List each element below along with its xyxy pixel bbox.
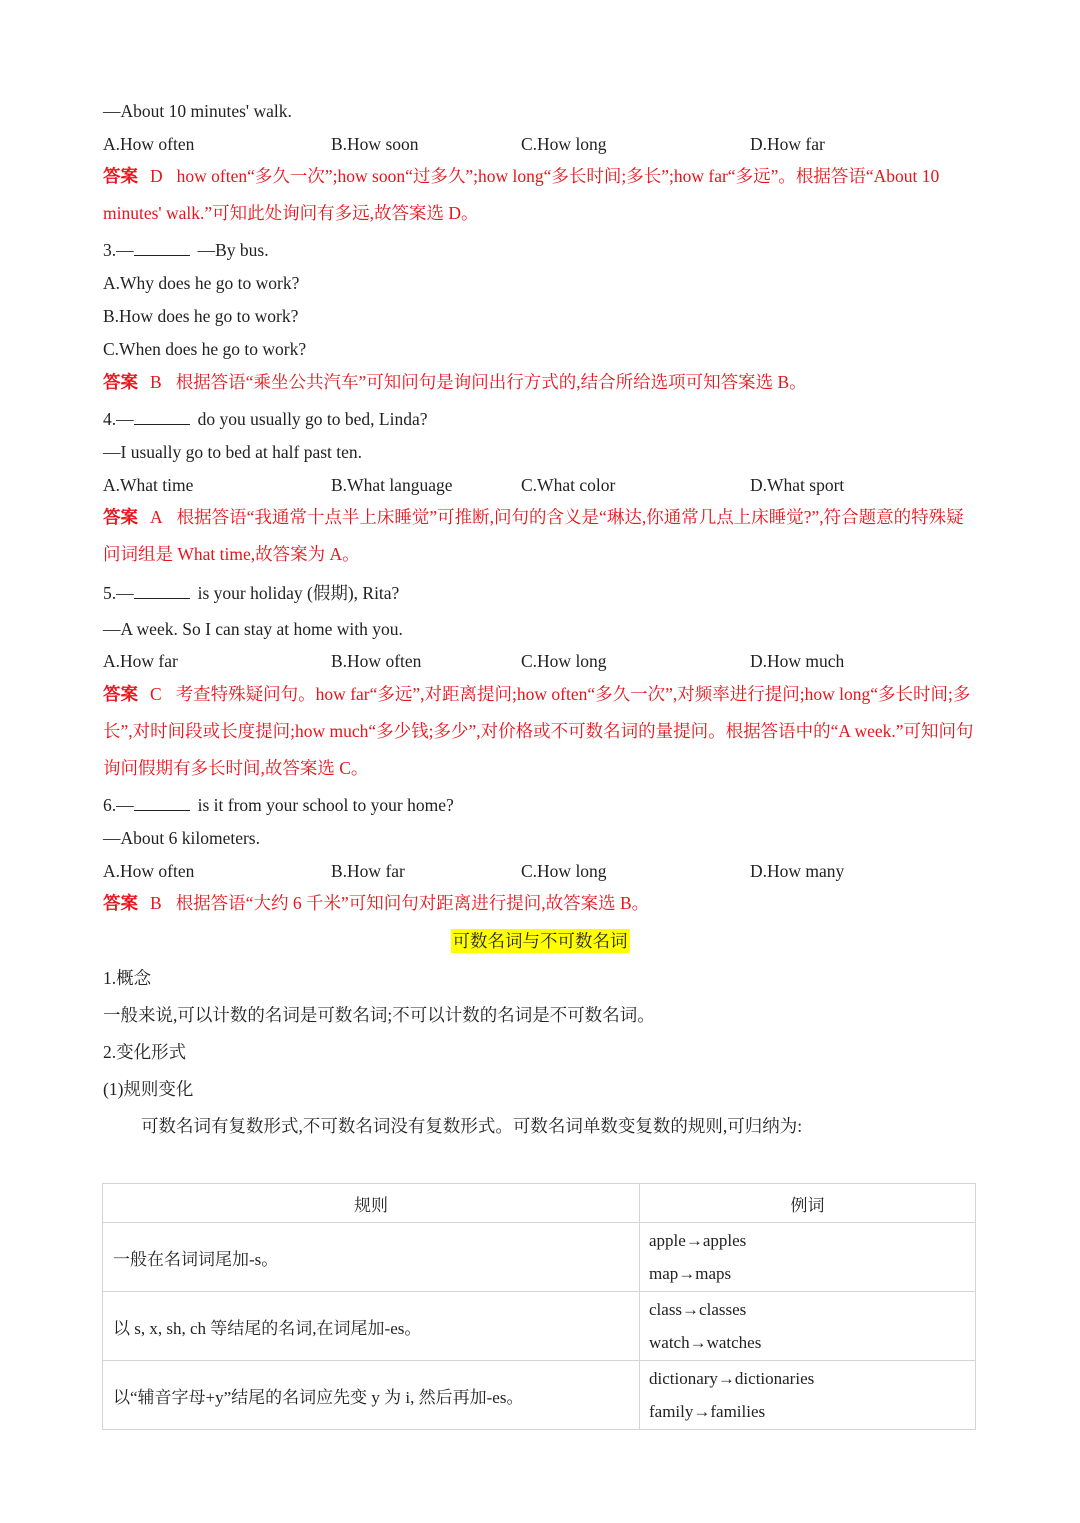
concept-text: 一般来说,可以计数的名词是可数名词;不可以计数的名词是不可数名词。 [103,1005,655,1025]
answer-explanation: 根据答语“乘坐公共汽车”可知问句是询问出行方式的,结合所给选项可知答案选 B。 [175,372,807,392]
q4-option-d: D.What sport [750,475,845,495]
q4-option-c: C.What color [521,475,616,495]
answer-blank [134,240,190,256]
answer-label: 答案 [103,507,138,527]
answer-letter: B [150,372,162,392]
q6-option-c: C.How long [521,861,607,881]
question-number: 3.— [103,240,134,260]
answer-label: 答案 [103,372,138,392]
answer-letter: D [150,166,163,186]
q6-option-a: A.How often [103,861,195,881]
q4-prompt [103,407,976,431]
examples-cell [640,1361,976,1430]
q5-answer [103,676,976,787]
q5-option-a: A.How far [103,651,178,671]
answer-letter: A [150,507,163,527]
q6-answer [103,885,976,922]
question-number: 6.— [103,795,134,815]
q5-options [103,649,976,673]
q6-options [103,859,976,883]
answer-explanation: 根据答语“大约 6 千米”可知问句对距离进行提问,故答案选 B。 [175,893,650,913]
answer-blank [134,795,190,811]
q2-reply: —About 10 minutes' walk. [103,101,292,121]
rule-cell: 以“辅音字母+y”结尾的名词应先变 y 为 i, 然后再加-es。 [103,1361,640,1430]
q2-answer [103,158,976,232]
q5-reply: —A week. So I can stay at home with you. [103,619,403,639]
regular-intro: 可数名词有复数形式,不可数名词没有复数形式。可数名词单数变复数的规则,可归纳为: [141,1116,803,1136]
examples-cell [640,1223,976,1292]
q5-option-b: B.How often [331,651,422,671]
q5-question: is your holiday (假期), Rita? [197,583,400,603]
q3-prompt [103,238,976,262]
q2-option-c: C.How long [521,134,607,154]
q4-option-a: A.What time [103,475,194,495]
answer-blank [134,583,190,599]
concept-heading: 1.概念 [103,968,152,988]
q3-option-b: B.How does he go to work? [103,306,299,326]
q2-options [103,132,976,156]
example-word: class→classes [649,1300,747,1319]
section-title: 可数名词与不可数名词 [452,931,628,951]
table-row [103,1361,976,1430]
q4-option-b: B.What language [331,475,453,495]
q5-prompt [103,581,976,605]
forms-heading: 2.变化形式 [103,1042,187,1062]
answer-label: 答案 [103,166,138,186]
rule-cell: 以 s, x, sh, ch 等结尾的名词,在词尾加-es。 [103,1292,640,1361]
q6-prompt [103,793,976,817]
column-header-examples: 例词 [640,1184,976,1223]
example-word: map→maps [649,1264,732,1283]
q4-answer [103,499,976,573]
example-word: family→families [649,1402,766,1421]
table-row [103,1292,976,1361]
q6-reply: —About 6 kilometers. [103,828,260,848]
q2-option-b: B.How soon [331,134,419,154]
q3-option-c: C.When does he go to work? [103,339,307,359]
q3-answer [103,364,976,401]
answer-blank [134,409,190,425]
answer-label: 答案 [103,684,138,704]
answer-label: 答案 [103,893,138,913]
q5-option-d: D.How much [750,651,845,671]
regular-heading: (1)规则变化 [103,1079,194,1099]
answer-letter: B [150,893,162,913]
examples-cell [640,1292,976,1361]
q5-option-c: C.How long [521,651,607,671]
q4-reply: —I usually go to bed at half past ten. [103,442,363,462]
example-word: apple→apples [649,1231,747,1250]
example-word: watch→watches [649,1333,762,1352]
q2-option-d: D.How far [750,134,825,154]
q6-option-d: D.How many [750,861,845,881]
column-header-rule: 规则 [103,1184,640,1223]
answer-letter: C [150,684,162,704]
rule-cell: 一般在名词词尾加-s。 [103,1223,640,1292]
q6-option-b: B.How far [331,861,405,881]
section-heading-wrap [0,928,1080,953]
q3-reply: —By bus. [197,240,269,260]
question-number: 4.— [103,409,134,429]
answer-explanation: 根据答语“我通常十点半上床睡觉”可推断,问句的含义是“琳达,你通常几点上床睡觉?”,符合题意的特殊疑问词组是 What time,故答案为 A。 [103,507,964,564]
table-row [103,1223,976,1292]
q4-options [103,473,976,497]
q2-option-a: A.How often [103,134,195,154]
q4-question: do you usually go to bed, Linda? [197,409,428,429]
question-number: 5.— [103,583,134,603]
q3-option-a: A.Why does he go to work? [103,273,300,293]
plural-rules-table [102,1183,976,1430]
table-header-row [103,1184,976,1223]
q6-question: is it from your school to your home? [197,795,454,815]
answer-explanation: how often“多久一次”;how soon“过多久”;how long“多长时间;多长”;how far“多远”。根据答语“About 10 minutes' walk.”可知此处询问有多远,故答案选 D。 [103,166,940,223]
answer-explanation: 考查特殊疑问句。how far“多远”,对距离提问;how often“多久一次”,对频率进行提问;how long“多长时间;多长”,对时间段或长度提问;how much“多少钱;多少”,对价格或不可数名词的量提问。根据答语中的“A week.”可知问句询问假期有多长时间,故答案选 C。 [103,684,974,778]
example-word: dictionary→dictionaries [649,1369,815,1388]
